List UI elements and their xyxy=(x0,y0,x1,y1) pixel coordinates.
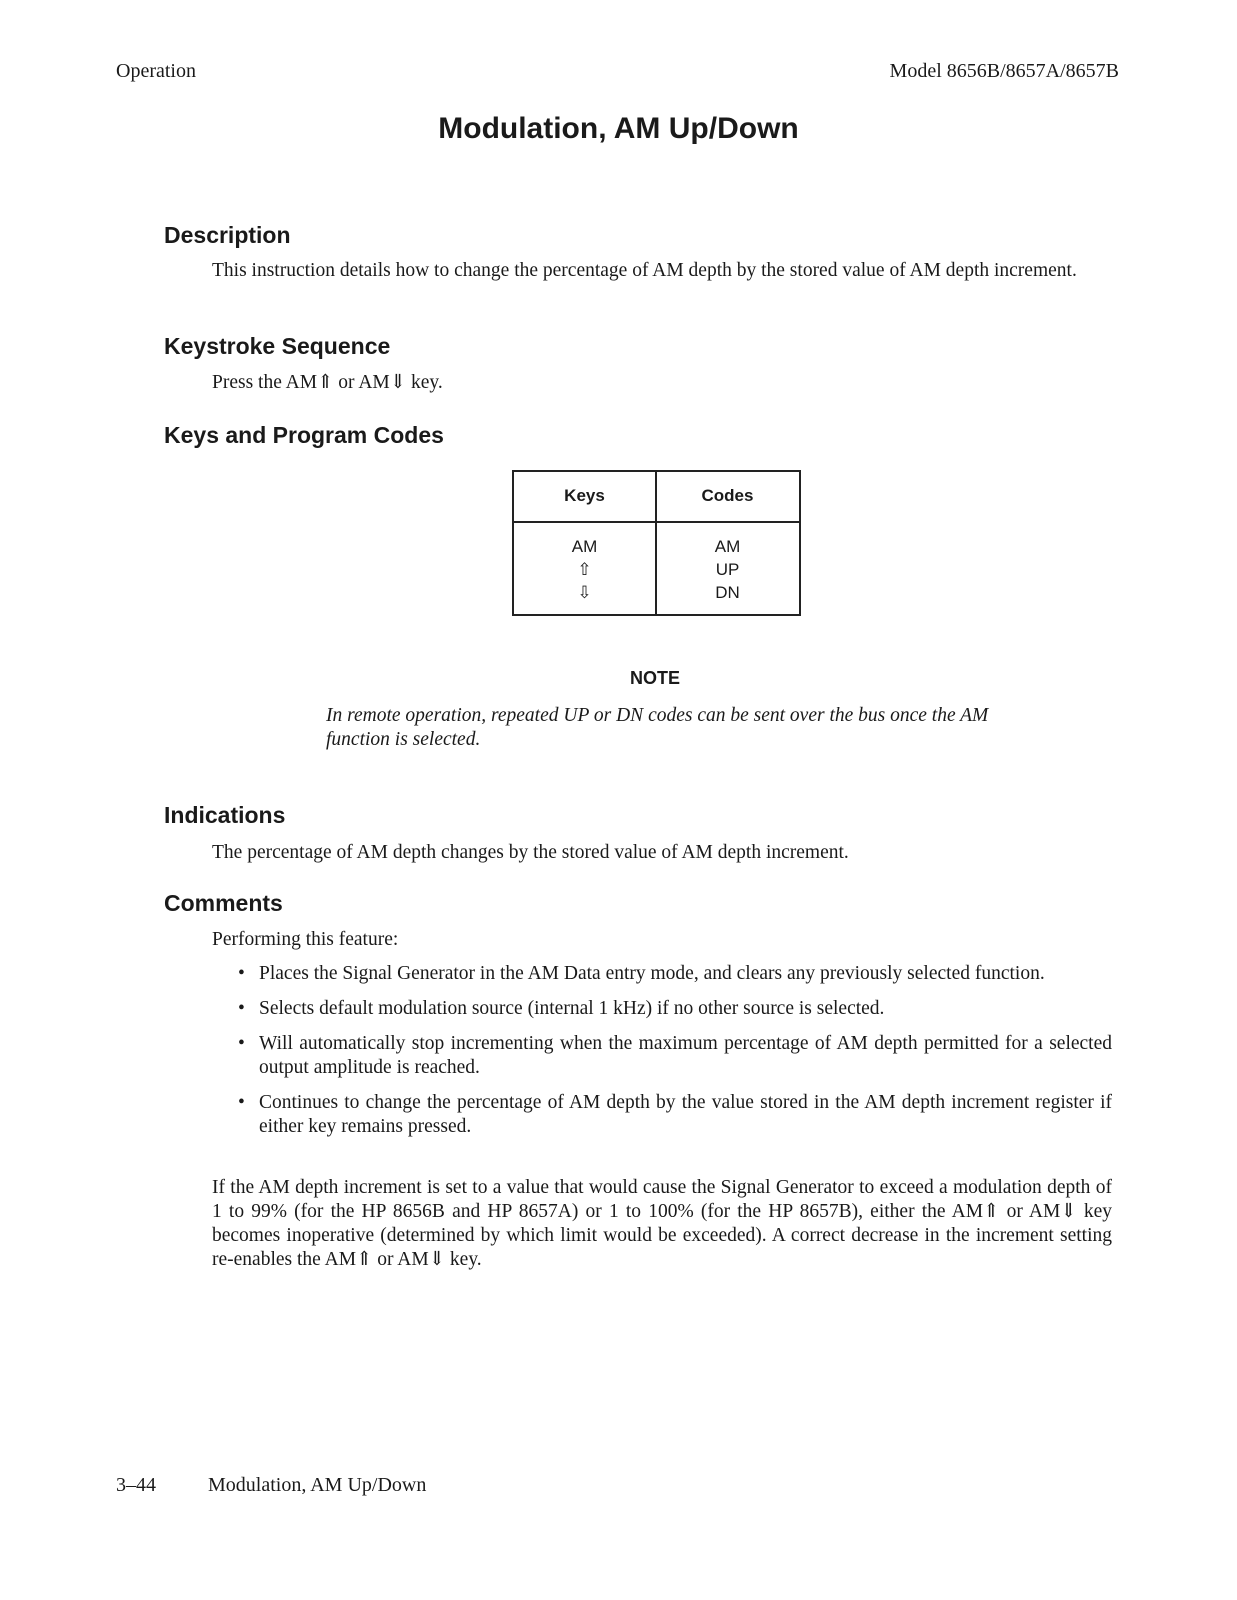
list-item xyxy=(232,962,1112,986)
page-title: Modulation, AM Up/Down xyxy=(438,112,799,145)
description-text: This instruction details how to change the percentage of AM depth by the stored value of AM depth increment. xyxy=(212,260,1077,281)
bullet-icon: • xyxy=(238,1033,245,1054)
indications-text: The percentage of AM depth changes by the stored value of AM depth increment. xyxy=(212,842,849,863)
table-header-keys: Keys xyxy=(564,486,605,505)
keystroke-text: Press the AM⇑ or AM⇓ key. xyxy=(212,372,443,393)
table-cell-key: ⇧ xyxy=(577,560,592,579)
table-cell-code: AM xyxy=(714,537,741,556)
note-title: NOTE xyxy=(629,668,680,688)
keys-codes-heading: Keys and Program Codes xyxy=(164,422,444,448)
keys-codes-table xyxy=(512,470,801,616)
table-header-divider xyxy=(514,521,799,523)
comments-intro: Performing this feature: xyxy=(212,929,399,950)
footer-title: Modulation, AM Up/Down xyxy=(208,1474,427,1496)
table-cell-key: AM xyxy=(571,537,598,556)
table-cell-key: ⇩ xyxy=(577,583,592,602)
note-text: In remote operation, repeated UP or DN codes can be sent over the bus once the AM function is selected. xyxy=(326,705,989,750)
footer-page-number: 3–44 xyxy=(116,1474,156,1496)
description-heading: Description xyxy=(164,222,291,248)
list-item-text: Places the Signal Generator in the AM Data entry mode, and clears any previously selected function. xyxy=(259,963,1045,984)
indications-heading: Indications xyxy=(164,802,286,828)
comments-bullet-list xyxy=(232,962,1112,1150)
running-head-model: Model 8656B/8657A/8657B xyxy=(889,60,1119,82)
keystroke-heading: Keystroke Sequence xyxy=(164,333,391,359)
table-cell-code: DN xyxy=(715,583,740,602)
list-item-text: Will automatically stop incrementing when the maximum percentage of AM depth permitted for a selected output amplitude is reached. xyxy=(259,1033,1112,1078)
list-item-text: Selects default modulation source (internal 1 kHz) if no other source is selected. xyxy=(259,998,885,1019)
keys-column xyxy=(514,535,655,604)
bullet-icon: • xyxy=(238,963,245,984)
codes-column xyxy=(657,535,798,604)
list-item xyxy=(232,1032,1112,1080)
bullet-icon: • xyxy=(238,998,245,1019)
table-header-codes: Codes xyxy=(701,486,754,505)
list-item-text: Continues to change the percentage of AM depth by the value stored in the AM depth increment register if either key remains pressed. xyxy=(259,1092,1112,1137)
table-cell-code: UP xyxy=(715,560,740,579)
comments-heading: Comments xyxy=(164,890,283,916)
bullet-icon: • xyxy=(238,1092,245,1113)
comments-closing-text: If the AM depth increment is set to a value that would cause the Signal Generator to exceed a modulation depth of 1 to 99% (for the HP 8656B and HP 8657A) or 1 to 100% (for the HP 8657B), either the AM⇑ or AM⇓ key becomes inoperative (determined by which limit would be exceeded). A correct decrease in the increment setting re-enables the AM⇑ or AM⇓ key. xyxy=(212,1177,1112,1270)
list-item xyxy=(232,1091,1112,1139)
running-head-section: Operation xyxy=(116,60,196,82)
list-item xyxy=(232,997,1112,1021)
